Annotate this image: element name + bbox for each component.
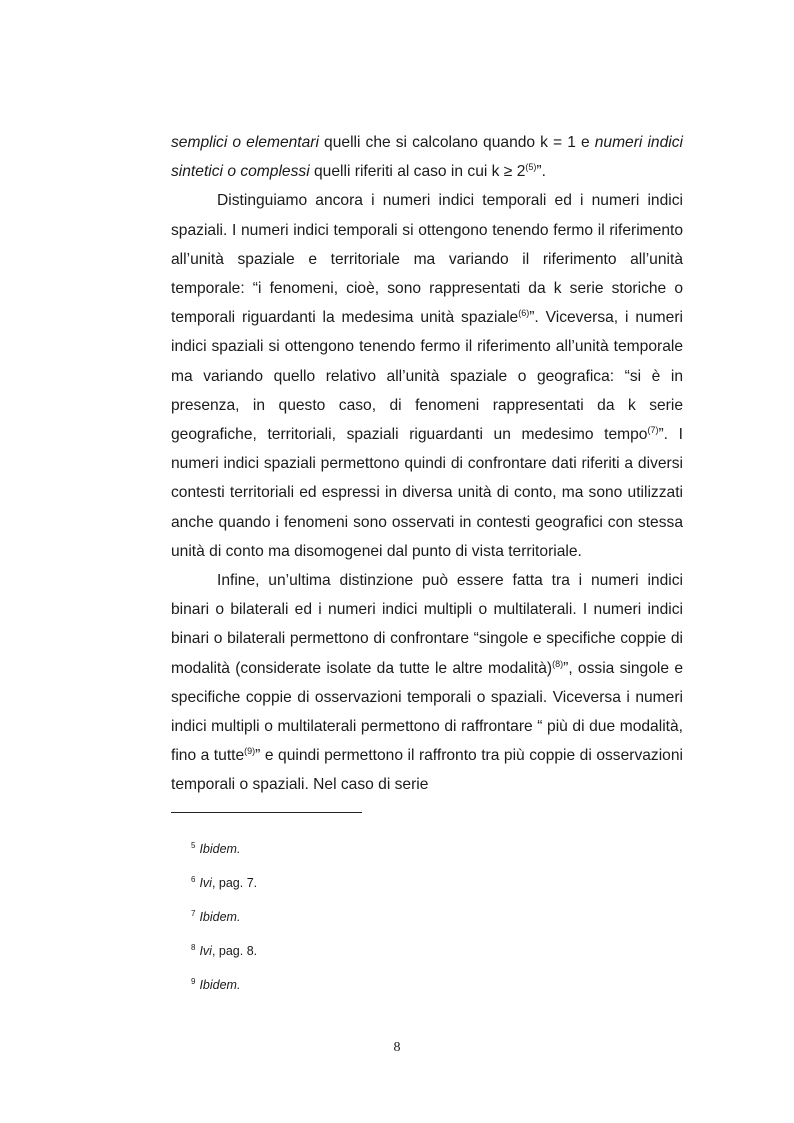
footnote-ref: (5): [525, 162, 537, 173]
footnotes: [191, 836, 257, 1006]
footnote: $^9$ Ibidem.: [191, 977, 241, 992]
footnote-separator: [171, 812, 362, 813]
footnote: $^6$ Ivi, pag. 7.: [191, 875, 258, 890]
footnote-ref: (7): [647, 425, 659, 436]
footnote: $^8$ Ivi, pag. 8.: [191, 943, 258, 958]
footnote-ref: (9): [244, 746, 256, 757]
footnote-ref: (8): [552, 658, 564, 669]
footnote: $^5$ Ibidem.: [191, 841, 241, 856]
footnote-ref: (6): [518, 308, 530, 319]
paragraph: Distinguiamo ancora i numeri indici temporali ed i numeri indici spaziali. I numeri indici temporali si ottengono tenendo fermo il riferimento all’unità spaziale e territoriale ma variando il riferimento all’unità temporale: “i fenomeni, cioè, sono rappresentati da k serie storiche o temporali riguardanti la medesima unità spaziale$^{(6)}$”. Viceversa, i numeri indici spaziali si ottengono tenendo fermo il riferimento all’unità temporale ma variando quello relativo all’unità spaziale o geografica: “si è in presenza, in questo caso, di fenomeni rappresentati da k serie geografiche, territoriali, spaziali riguardanti un medesimo tempo$^{(7)}$”. I numeri indici spaziali permettono quindi di confrontare dati riferiti a diversi contesti territoriali ed espressi in diversa unità di conto, ma sono utilizzati anche quando i fenomeni sono osservati in contesti geografici con stessa unità di conto ma disomogenei dal punto di vista territoriale.: [171, 192, 683, 560]
paragraph: Infine, un’ultima distinzione può essere fatta tra i numeri indici binari o bilaterali ed i numeri indici multipli o multilaterali. I numeri indici binari o bilaterali permettono di confrontare “singole e specifiche coppie di modalità (considerate isolate da tutte le altre modalità)$^{(8)}$”, ossia singole e specifiche coppie di osservazioni temporali o spaziali. Viceversa i numeri indici multipli o multilaterali permettono di raffrontare “ più di due modalità, fino a tutte$^{(9)}$” e quindi permettono il raffronto tra più coppie di osservazioni temporali o spaziali. Nel caso di serie: [171, 572, 683, 794]
page-number: 8: [393, 1040, 401, 1055]
body-text: [171, 128, 683, 800]
paragraph: semplici o elementari quelli che si calcolano quando k = 1 e numeri indici sintetici o complessi quelli riferiti al caso in cui $k \ge 2^{(5)}$”.: [171, 134, 683, 181]
footnote: $^7$ Ibidem.: [191, 909, 241, 924]
